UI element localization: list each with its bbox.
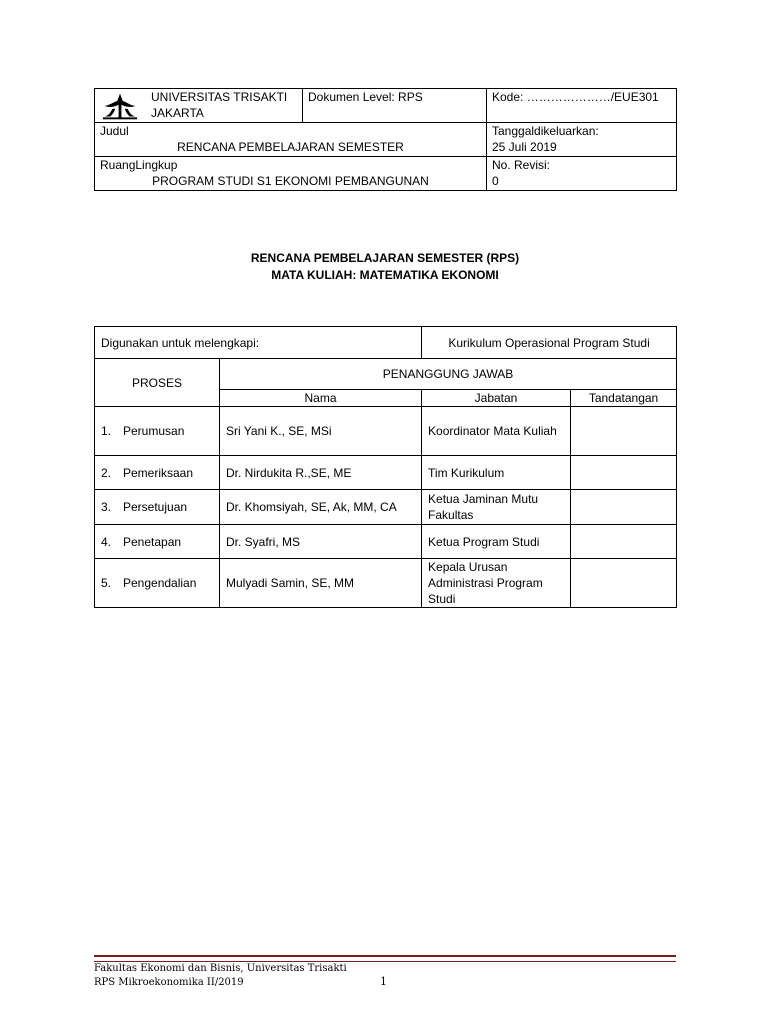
row-number: 3. [101,500,112,514]
title-line-1: RENCANA PEMBELAJARAN SEMESTER (RPS) [250,251,520,265]
tanggal-cell [487,123,677,157]
table-row [95,407,677,456]
nama-cell: Sri Yani K., SE, MSi [220,407,422,456]
page-number: 1 [380,975,387,988]
table-row [95,525,677,559]
row-number: 2. [101,465,112,480]
jabatan-cell: Ketua Jaminan Mutu Fakultas [422,490,571,525]
footer-document: RPS Mikroekonomika II/2019 [94,977,244,988]
proses-cell [95,490,220,525]
tandatangan-cell [571,559,677,608]
tanggal-label: Tanggaldikeluarkan: [492,124,599,138]
row-number: 1. [101,424,112,438]
jabatan-cell: Ketua Program Studi [422,525,571,559]
ruang-value: PROGRAM STUDI S1 EKONOMI PEMBANGUNAN [152,174,429,188]
nama-cell: Dr. Khomsiyah, SE, Ak, MM, CA [220,490,422,525]
document-header-table [94,88,677,191]
nama-cell: Dr. Nirdukita R.,SE, ME [220,456,422,490]
tandatangan-cell [571,456,677,490]
approval-table [94,326,677,608]
tanggal-value: 25 Juli 2019 [492,140,557,154]
ruang-cell [95,157,487,191]
table-row [95,559,677,608]
revisi-value: 0 [492,174,499,188]
university-name: UNIVERSITAS TRISAKTI [151,90,288,104]
footer-faculty: Fakultas Ekonomi dan Bisnis, Universitas Trisakti [94,963,347,974]
row-number: 5. [101,576,112,590]
nama-cell: Dr. Syafri, MS [220,525,422,559]
footer-divider [94,955,676,962]
proses-name: Pemeriksaan [123,465,194,480]
proses-name: Penetapan [123,534,182,549]
revisi-cell [487,157,677,191]
proses-name: Perumusan [123,424,185,438]
used-for-label: Digunakan untuk melengkapi: [95,327,422,359]
judul-value: RENCANA PEMBELAJARAN SEMESTER [177,140,404,154]
judul-cell [95,123,487,157]
proses-cell [95,525,220,559]
university-city: JAKARTA [151,106,204,120]
tandatangan-cell [571,525,677,559]
ruang-label: RuangLingkup [100,158,178,172]
tandatangan-cell [571,407,677,456]
proses-header: PROSES [95,359,220,407]
penanggung-jawab-header: PENANGGUNG JAWAB [220,359,677,390]
col-tandatangan-header: Tandatangan [571,390,677,407]
table-row [95,490,677,525]
university-logo [101,91,139,121]
table-row [95,456,677,490]
kode-cell [487,89,677,123]
doc-level-cell [303,89,487,123]
title-line-2: MATA KULIAH: MATEMATIKA EKONOMI [271,268,499,282]
jabatan-cell: Tim Kurikulum [422,456,571,490]
university-cell [95,89,303,123]
revisi-label: No. Revisi: [492,158,551,172]
doc-level: Dokumen Level: RPS [308,90,423,104]
judul-label: Judul [100,124,129,138]
nama-cell: Mulyadi Samin, SE, MM [220,559,422,608]
proses-name: Pengendalian [123,576,197,590]
proses-cell [95,456,220,490]
used-for-value: Kurikulum Operasional Program Studi [422,327,677,359]
row-number: 4. [101,534,112,549]
col-jabatan-header: Jabatan [422,390,571,407]
kode: Kode: …………………/EUE301 [492,90,659,104]
document-title [94,250,676,284]
proses-cell [95,407,220,456]
jabatan-cell: Kepala Urusan Administrasi Program Studi [422,559,571,608]
tandatangan-cell [571,490,677,525]
col-nama-header: Nama [220,390,422,407]
jabatan-cell: Koordinator Mata Kuliah [422,407,571,456]
proses-cell [95,559,220,608]
footer [94,962,347,990]
proses-name: Persetujuan [123,500,188,514]
